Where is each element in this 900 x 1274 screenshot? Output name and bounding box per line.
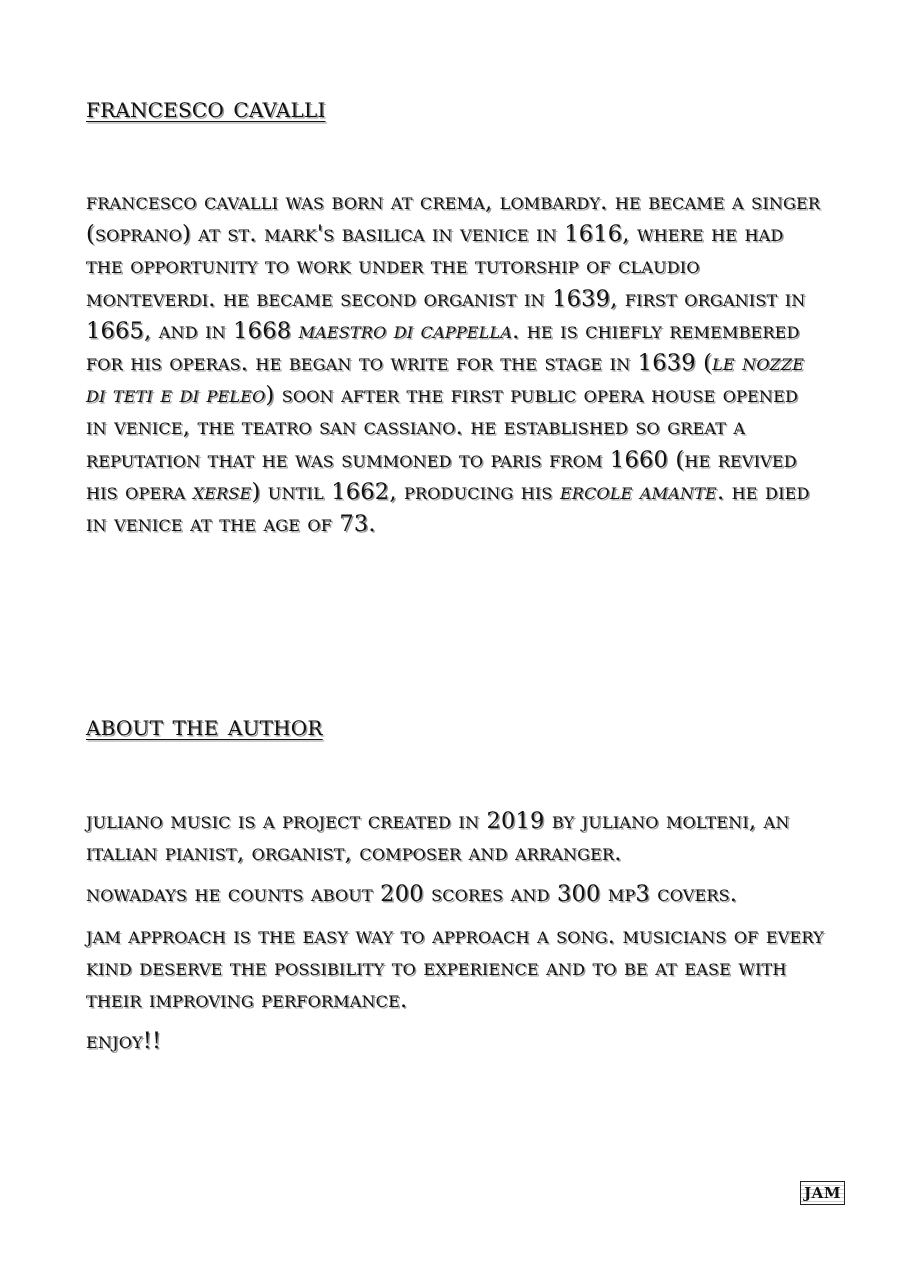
bio-text: . he is chiefly remembered for his operas. he began to write for the stage in 1639 (: [86, 317, 800, 377]
bio-italic-opera-title: ercole amante: [559, 478, 717, 505]
section-heading-about-author: about the author: [86, 708, 323, 742]
about-paragraph: juliano music is a project created in 2019 by juliano molteni, an italian pianist, organist, composer and arranger.: [86, 808, 790, 867]
about-paragraph: nowadays he counts about 200 scores and 300 mp3 covers.: [86, 881, 738, 908]
about-author-text: [86, 805, 826, 1066]
jam-logo-text: JAM: [804, 1183, 841, 1202]
jam-logo: [800, 1181, 845, 1205]
bio-text: ) until 1662, producing his: [251, 478, 560, 505]
about-paragraph: enjoy!!: [86, 1028, 162, 1055]
bio-italic-maestro: maestro di cappella: [298, 317, 513, 344]
bio-italic-opera-title: le nozze di teti e di peleo: [86, 350, 805, 409]
bio-text: francesco cavalli was born at crema, lombardy. he became a singer (soprano) at st. mark's basilica in venice in 1616, where he had the opportunity to work under the tutorship of claudio monteverdi. he became second organist in 1639, first organist in 1665, and in 1668: [86, 189, 821, 344]
bio-text: ) soon after the first public opera house opened in venice, the teatro san cassiano. he established so great a reputation that he was summoned to paris from 1660 (he revived his opera: [86, 382, 799, 505]
bio-text: . he died in venice at the age of 73.: [86, 478, 810, 538]
about-paragraph: jam approach is the easy way to approach a song. musicians of every kind deserve the possibility to experience and to be at ease with their improving performance.: [86, 922, 824, 1014]
bio-italic-opera-title: xerse: [192, 478, 252, 505]
section-heading-cavalli: francesco cavalli: [86, 90, 326, 124]
cavalli-biography: [86, 186, 826, 549]
biography-paragraph: [86, 186, 826, 540]
